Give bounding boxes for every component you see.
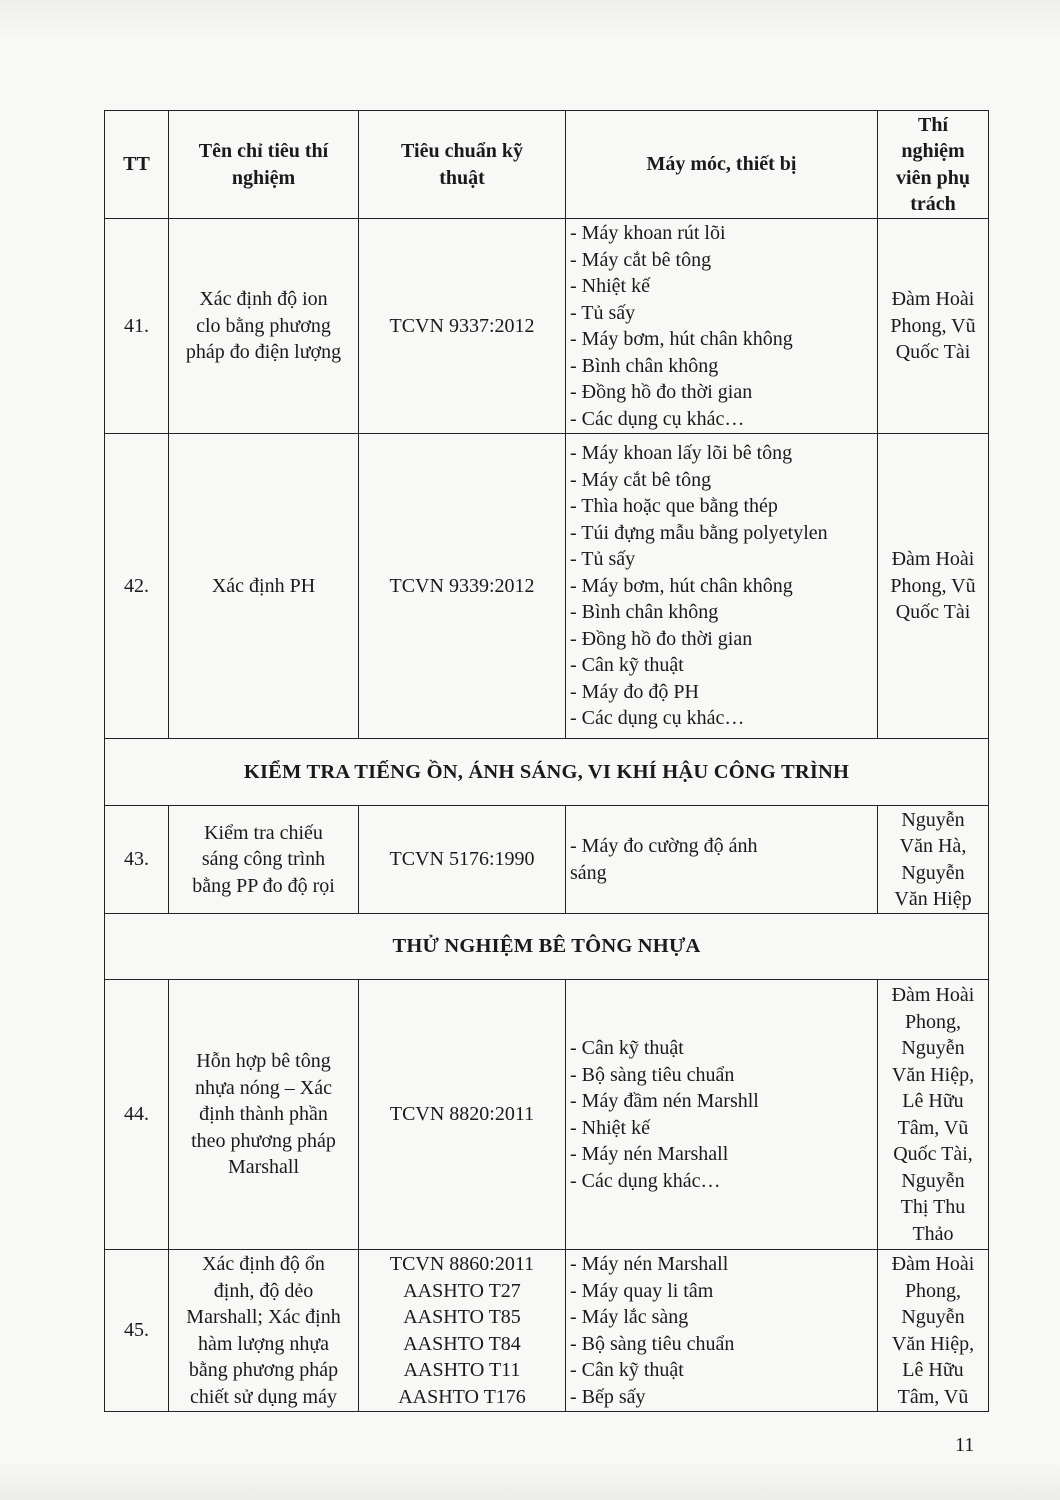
test-name-cell: Hỗn hợp bê tông nhựa nóng – Xác định thành phần theo phương pháp Marshall (169, 980, 359, 1250)
header-test-name: Tên chỉ tiêu thí nghiệm (169, 111, 359, 219)
table-row-41 (105, 219, 989, 434)
table-header-row (105, 111, 989, 219)
staff-cell: Nguyễn Văn Hà, Nguyễn Văn Hiệp (878, 806, 989, 914)
header-staff: Thí nghiệm viên phụ trách (878, 111, 989, 219)
table-row-45 (105, 1250, 989, 1412)
header-equipment: Máy móc, thiết bị (566, 111, 878, 219)
table-row-43 (105, 806, 989, 914)
equipment-cell: - Máy đo cường độ ánh sáng (566, 806, 878, 914)
standard-cell: TCVN 5176:1990 (359, 806, 566, 914)
staff-cell: Đàm Hoài Phong, Nguyễn Văn Hiệp, Lê Hữu Tâm, Vũ (878, 1250, 989, 1412)
staff-cell: Đàm Hoài Phong, Nguyễn Văn Hiệp, Lê Hữu Tâm, Vũ Quốc Tài, Nguyễn Thị Thu Thảo (878, 980, 989, 1250)
table-row-42 (105, 434, 989, 739)
header-standard: Tiêu chuẩn kỹ thuật (359, 111, 566, 219)
header-tt: TT (105, 111, 169, 219)
equipment-cell: - Máy nén Marshall - Máy quay li tâm - Máy lắc sàng - Bộ sàng tiêu chuẩn - Cân kỹ thuật - Bếp sấy (566, 1250, 878, 1412)
row-number: 44. (105, 980, 169, 1250)
row-number: 41. (105, 219, 169, 434)
test-name-cell: Xác định PH (169, 434, 359, 739)
standard-cell: TCVN 9339:2012 (359, 434, 566, 739)
section-row (105, 914, 989, 980)
equipment-cell: - Máy khoan lấy lõi bê tông - Máy cắt bê tông - Thìa hoặc que bằng thép - Túi đựng mẫu bằng polyetylen - Tủ sấy - Máy bơm, hút chân không - Bình chân không - Đồng hồ đo thời gian - Cân kỹ thuật - Máy đo độ PH - Các dụng cụ khác… (566, 434, 878, 739)
standard-cell: TCVN 8820:2011 (359, 980, 566, 1250)
staff-cell: Đàm Hoài Phong, Vũ Quốc Tài (878, 434, 989, 739)
test-equipment-table (104, 110, 989, 1412)
section-heading-asphalt: THỬ NGHIỆM BÊ TÔNG NHỰA (105, 914, 989, 980)
staff-cell: Đàm Hoài Phong, Vũ Quốc Tài (878, 219, 989, 434)
section-row (105, 739, 989, 806)
test-name-cell: Kiểm tra chiếu sáng công trình bằng PP đo độ rọi (169, 806, 359, 914)
standard-cell: TCVN 9337:2012 (359, 219, 566, 434)
row-number: 43. (105, 806, 169, 914)
row-number: 45. (105, 1250, 169, 1412)
test-name-cell: Xác định độ ổn định, độ dẻo Marshall; Xác định hàm lượng nhựa bằng phương pháp chiết sử dụng máy (169, 1250, 359, 1412)
test-name-cell: Xác định độ ion clo bằng phương pháp đo điện lượng (169, 219, 359, 434)
equipment-cell: - Máy khoan rút lõi - Máy cắt bê tông - Nhiệt kế - Tủ sấy - Máy bơm, hút chân không - Bình chân không - Đồng hồ đo thời gian - Các dụng cụ khác… (566, 219, 878, 434)
equipment-cell: - Cân kỹ thuật - Bộ sàng tiêu chuẩn - Máy đầm nén Marshll - Nhiệt kế - Máy nén Marshall - Các dụng khác… (566, 980, 878, 1250)
section-heading-noise-light: KIỂM TRA TIẾNG ỒN, ÁNH SÁNG, VI KHÍ HẬU CÔNG TRÌNH (105, 739, 989, 806)
standard-cell: TCVN 8860:2011 AASHTO T27 AASHTO T85 AASHTO T84 AASHTO T11 AASHTO T176 (359, 1250, 566, 1412)
table-row-44 (105, 980, 989, 1250)
page-number: 11 (955, 1434, 975, 1456)
row-number: 42. (105, 434, 169, 739)
